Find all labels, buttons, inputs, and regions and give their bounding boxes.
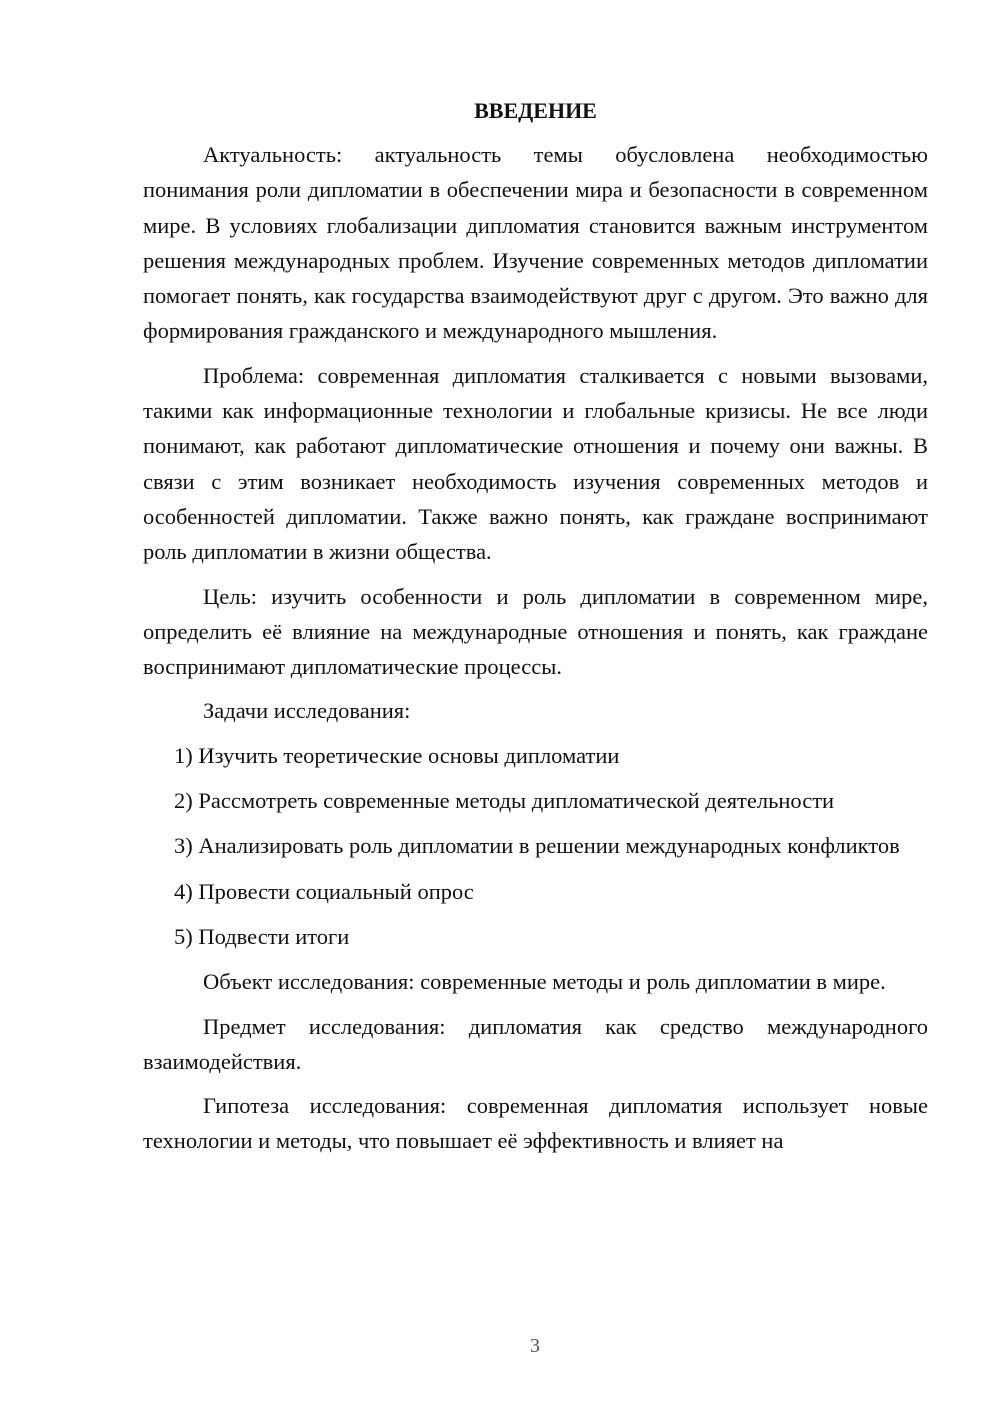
tasks-heading: Задачи исследования: — [203, 698, 411, 724]
paragraph-relevance: Актуальность: актуальность темы обусловлена необходимостью понимания роли дипломатии в обеспечении мира и безопасности в современном мире. В условиях глобализации дипломатия становится важным инструментом решения международных проблем. Изучение современных методов дипломатии помогает понять, как государства взаимодействуют друг с другом. Это важно для формирования гражданского и международного мышления. — [143, 142, 928, 344]
paragraph-subject: Предмет исследования: дипломатия как средство международного взаимодействия. — [143, 1013, 928, 1074]
list-item: 4) Провести социальный опрос — [174, 878, 474, 904]
paragraph-object: Объект исследования: современные методы и роль дипломатии в мире. — [203, 969, 886, 995]
tasks-list — [143, 738, 928, 954]
list-item: 5) Подвести итоги — [174, 923, 350, 949]
list-item: 3) Анализировать роль дипломатии в решении международных конфликтов — [174, 833, 900, 859]
paragraph-problem: Проблема: современная дипломатия сталкивается с новыми вызовами, такими как информационные технологии и глобальные кризисы. Не все люди понимают, как работают дипломатические отношения и почему они важны. В связи с этим возникает необходимость изучения современных методов и особенностей дипломатии. Также важно понять, как граждане воспринимают роль дипломатии в жизни общества. — [143, 362, 928, 565]
list-item: 2) Рассмотреть современные методы дипломатической деятельности — [174, 788, 835, 814]
document-page — [143, 96, 928, 1168]
list-item: 1) Изучить теоретические основы дипломатии — [174, 742, 620, 768]
paragraph-goal: Цель: изучить особенности и роль дипломатии в современном мире, определить её влияние на международные отношения и понять, как граждане воспринимают дипломатические процессы. — [143, 583, 928, 680]
page-number: 3 — [530, 1335, 540, 1357]
section-title: ВВЕДЕНИЕ — [474, 98, 597, 123]
paragraph-hypothesis: Гипотеза исследования: современная дипломатия использует новые технологии и методы, что повышает её эффективность и влияет на — [143, 1093, 928, 1154]
